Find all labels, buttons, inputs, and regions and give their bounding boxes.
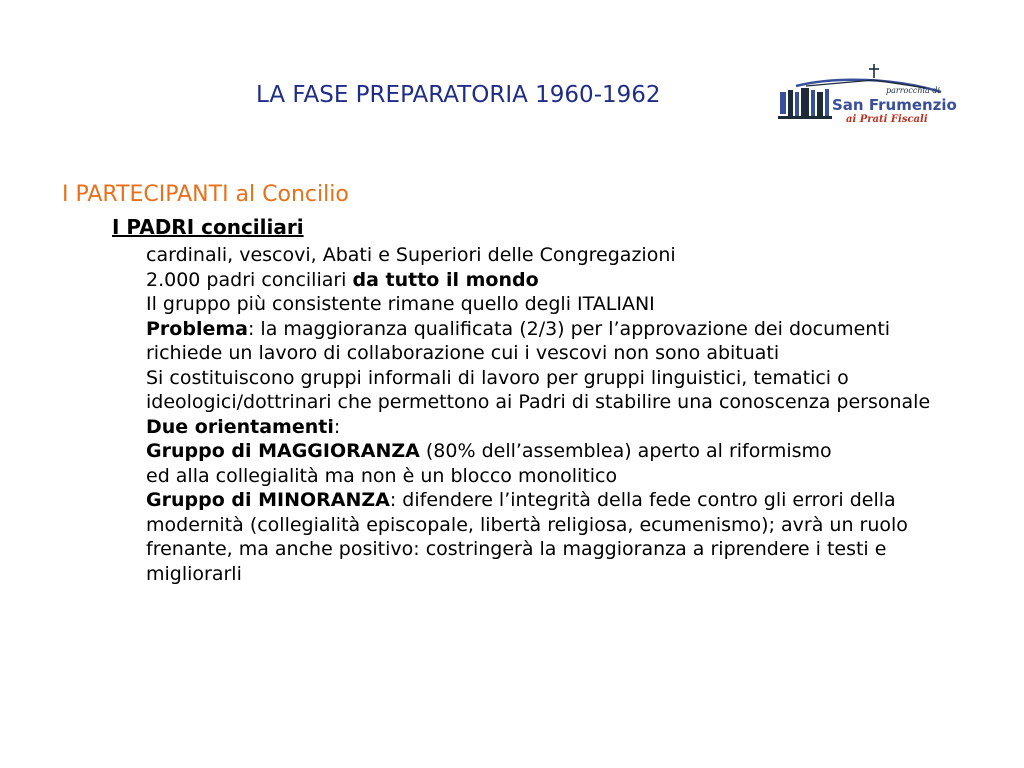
paragraph-minoranza: Gruppo di MINORANZA: difendere l’integrità della fede contro gli errori della modernità (collegialità episcopale, libertà religiosa, ecumenismo); avrà un ruolo frenante, ma anche positivo: costringerà la maggioranza a riprendere i testi e migliorarli	[146, 489, 908, 585]
body-text	[146, 243, 976, 586]
paragraph-problema: Problema: la maggioranza qualificata (2/3) per l’approvazione dei documenti richiede un lavoro di collaborazione cui i vescovi non sono abituati	[146, 317, 891, 364]
line-due-orientamenti: Due orientamenti:	[146, 415, 341, 438]
svg-text:parrocchia di: parrocchia di	[886, 86, 941, 95]
subheading-padri-conciliari: I PADRI conciliari	[112, 215, 304, 239]
svg-text:San Frumenzio: San Frumenzio	[832, 96, 957, 114]
svg-text:ai Prati Fiscali: ai Prati Fiscali	[846, 114, 928, 125]
parish-logo	[776, 62, 957, 128]
section-heading: I PARTECIPANTI al Concilio	[62, 182, 349, 207]
slide-title: LA FASE PREPARATORIA 1960-1962	[256, 82, 661, 108]
paragraph-gruppi-informali: Si costituiscono gruppi informali di lavoro per gruppi linguistici, tematici o ideologici/dottrinari che permettono ai Padri di stabilire una conoscenza personale	[146, 366, 931, 413]
line-padri-count: 2.000 padri conciliari da tutto il mondo	[146, 268, 539, 291]
line-cardinali: cardinali, vescovi, Abati e Superiori delle Congregazioni	[146, 244, 676, 266]
church-logo-icon	[776, 62, 957, 128]
paragraph-maggioranza: Gruppo di MAGGIORANZA (80% dell’assemblea) aperto al riformismo ed alla collegialità ma non è un blocco monolitico	[146, 440, 832, 487]
line-italiani: Il gruppo più consistente rimane quello degli ITALIANI	[146, 293, 655, 315]
